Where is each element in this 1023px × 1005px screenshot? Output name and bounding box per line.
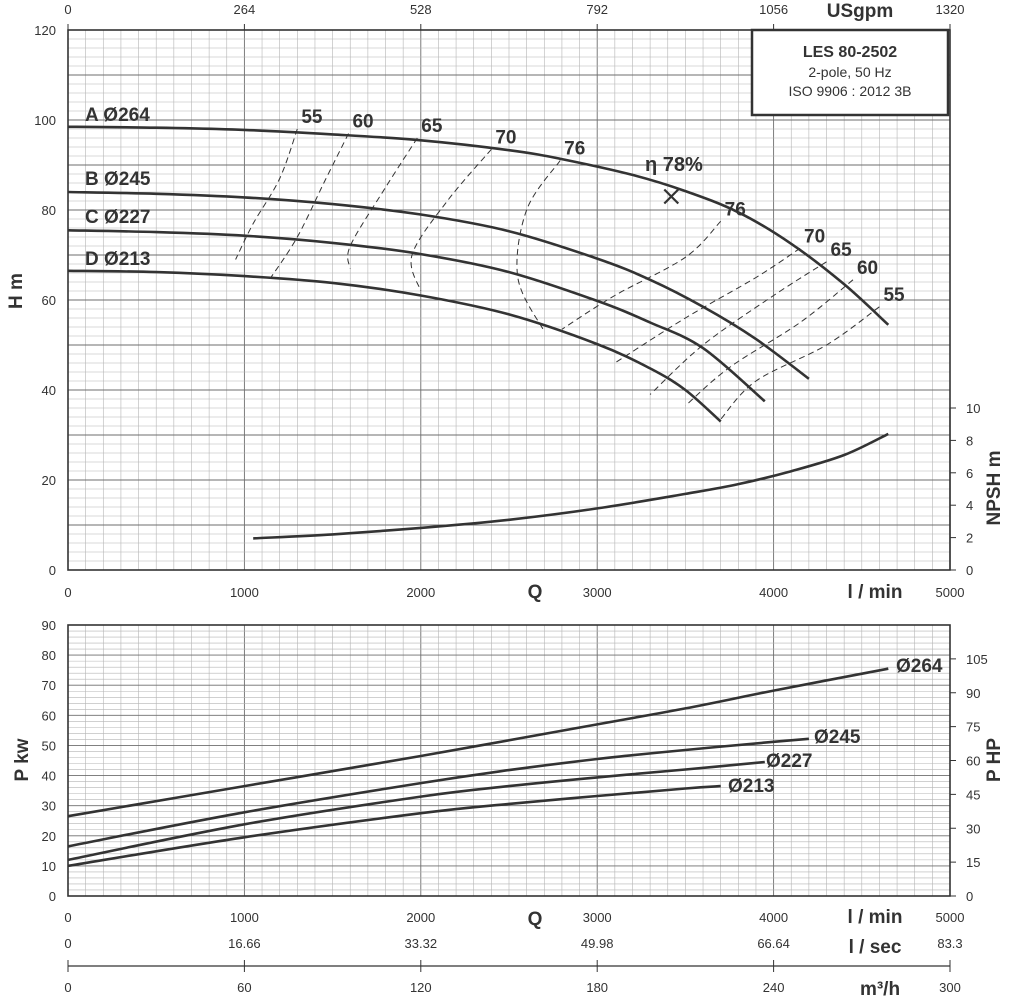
model-name: LES 80-2502 (802, 44, 898, 61)
x-tick-label: 1000 (229, 585, 259, 600)
x-tick-label: 0 (64, 910, 72, 925)
power-curve-2 (68, 762, 765, 860)
head-curve-0 (68, 127, 888, 325)
p-hp-tick-label: 15 (966, 855, 981, 871)
lsec-tick-label: 83.3 (937, 936, 963, 951)
model-standard: ISO 9906 : 2012 3B (788, 83, 912, 99)
x-tick-label: 3000 (582, 585, 612, 600)
efficiency-label-65: 65 (830, 239, 852, 261)
usgpm-label: USgpm (826, 1, 894, 22)
npsh-tick-label: 2 (966, 530, 974, 546)
lsec-tick-label: 49.98 (580, 936, 614, 951)
usgpm-tick-label: 264 (233, 2, 256, 17)
m3h-tick-label: 0 (64, 980, 72, 995)
efficiency-label-76: 76 (724, 199, 746, 221)
p-kw-tick-label: 30 (41, 798, 56, 814)
p-kw-tick-label: 50 (41, 738, 56, 754)
p-hp-tick-label: 30 (966, 821, 981, 837)
h-tick-label: 60 (41, 293, 56, 308)
lsec-tick-label: 66.64 (757, 936, 790, 951)
p-kw-tick-label: 40 (41, 768, 56, 784)
p-kw-tick-label: 0 (48, 889, 56, 904)
h-tick-label: 100 (34, 113, 56, 128)
lsec-tick-label: 0 (64, 936, 72, 951)
h-tick-label: 80 (41, 203, 56, 218)
h-tick-label: 40 (41, 383, 56, 398)
x-tick-label: 2000 (406, 910, 436, 925)
efficiency-label-70: 70 (804, 226, 826, 248)
usgpm-tick-label: 0 (64, 2, 72, 17)
usgpm-tick-label: 1320 (935, 2, 965, 17)
m3h-tick-label: 240 (762, 980, 785, 995)
best-efficiency-marker (664, 190, 678, 204)
power-chart-grid (68, 625, 950, 896)
usgpm-tick-label: 1056 (759, 2, 789, 17)
npsh-tick-label: 0 (966, 563, 974, 578)
p-kw-tick-label: 80 (41, 648, 56, 664)
x-tick-label: 3000 (582, 910, 612, 925)
x-tick-label: 4000 (759, 585, 789, 600)
model-poles: 2-pole, 50 Hz (808, 64, 892, 80)
npsh-curve (253, 434, 888, 539)
model-info-box (752, 30, 948, 115)
x-tick-label: 4000 (759, 910, 789, 925)
p-hp-tick-label: 0 (966, 889, 974, 904)
lmin-label-top: l / min (847, 582, 903, 603)
lsec-tick-label: 16.66 (228, 936, 261, 951)
p-hp-tick-label: 75 (966, 719, 981, 735)
p-hp-tick-label: 105 (966, 651, 988, 667)
efficiency-isolines (236, 107, 905, 419)
efficiency-line-70 (615, 248, 800, 363)
x-tick-label: 1000 (229, 910, 259, 925)
lsec-tick-label: 33.32 (404, 936, 438, 951)
h-axis-title: H m (6, 273, 27, 309)
curve-label-d: D Ø213 (85, 249, 151, 270)
usgpm-tick-label: 792 (586, 2, 609, 17)
efficiency-label-76: 76 (564, 138, 586, 160)
efficiency-label-55: 55 (883, 284, 905, 306)
m3h-tick-label: 180 (586, 980, 609, 995)
usgpm-tick-label: 528 (409, 2, 432, 17)
npsh-tick-label: 8 (966, 433, 974, 449)
x-tick-label: 2000 (406, 585, 436, 600)
power-label-227: Ø227 (766, 751, 813, 772)
power-label-245: Ø245 (814, 727, 861, 748)
curve-label-b: B Ø245 (85, 169, 151, 190)
npsh-axis-title: NPSH m (984, 450, 1005, 526)
npsh-tick-label: 4 (966, 498, 974, 514)
efficiency-label-65: 65 (421, 116, 443, 137)
q-label-bottom: Q (527, 909, 543, 930)
p-kw-tick-label: 60 (41, 708, 56, 724)
h-tick-label: 0 (48, 563, 56, 578)
efficiency-label-70: 70 (495, 127, 517, 149)
efficiency-line-60 (685, 280, 853, 406)
lsec-label: l / sec (848, 937, 902, 958)
p-kw-axis-title: P kw (12, 738, 33, 782)
p-hp-tick-label: 90 (966, 685, 981, 701)
p-hp-tick-label: 45 (966, 787, 981, 803)
lmin-label-bottom: l / min (847, 907, 903, 928)
h-tick-label: 120 (34, 23, 56, 38)
x-tick-label: 5000 (935, 910, 965, 925)
p-hp-tick-label: 60 (966, 753, 981, 769)
p-kw-tick-label: 20 (41, 828, 56, 844)
npsh-tick-label: 6 (966, 465, 974, 481)
q-label-top: Q (527, 582, 543, 603)
m3h-tick-label: 120 (409, 980, 432, 995)
efficiency-label-60: 60 (352, 111, 374, 133)
x-tick-label: 5000 (935, 585, 965, 600)
power-label-264: Ø264 (896, 656, 943, 677)
p-hp-axis-title: P HP (984, 737, 1005, 783)
x-tick-label: 0 (64, 585, 72, 600)
p-kw-tick-label: 70 (41, 678, 56, 694)
head-curve-2 (68, 230, 765, 401)
p-kw-tick-label: 10 (41, 858, 56, 874)
curve-label-c: C Ø227 (85, 207, 151, 228)
efficiency-label-55: 55 (301, 107, 323, 128)
best-efficiency-label: η 78% (645, 154, 703, 176)
curve-label-a: A Ø264 (85, 105, 150, 126)
m3h-tick-label: 60 (237, 980, 252, 995)
npsh-tick-label: 10 (966, 401, 981, 416)
m3h-tick-label: 300 (939, 980, 961, 995)
m3h-label: m³/h (859, 979, 901, 1000)
power-label-213: Ø213 (728, 776, 775, 797)
h-tick-label: 20 (41, 473, 56, 488)
efficiency-label-60: 60 (856, 257, 879, 279)
p-kw-tick-label: 90 (41, 618, 56, 633)
